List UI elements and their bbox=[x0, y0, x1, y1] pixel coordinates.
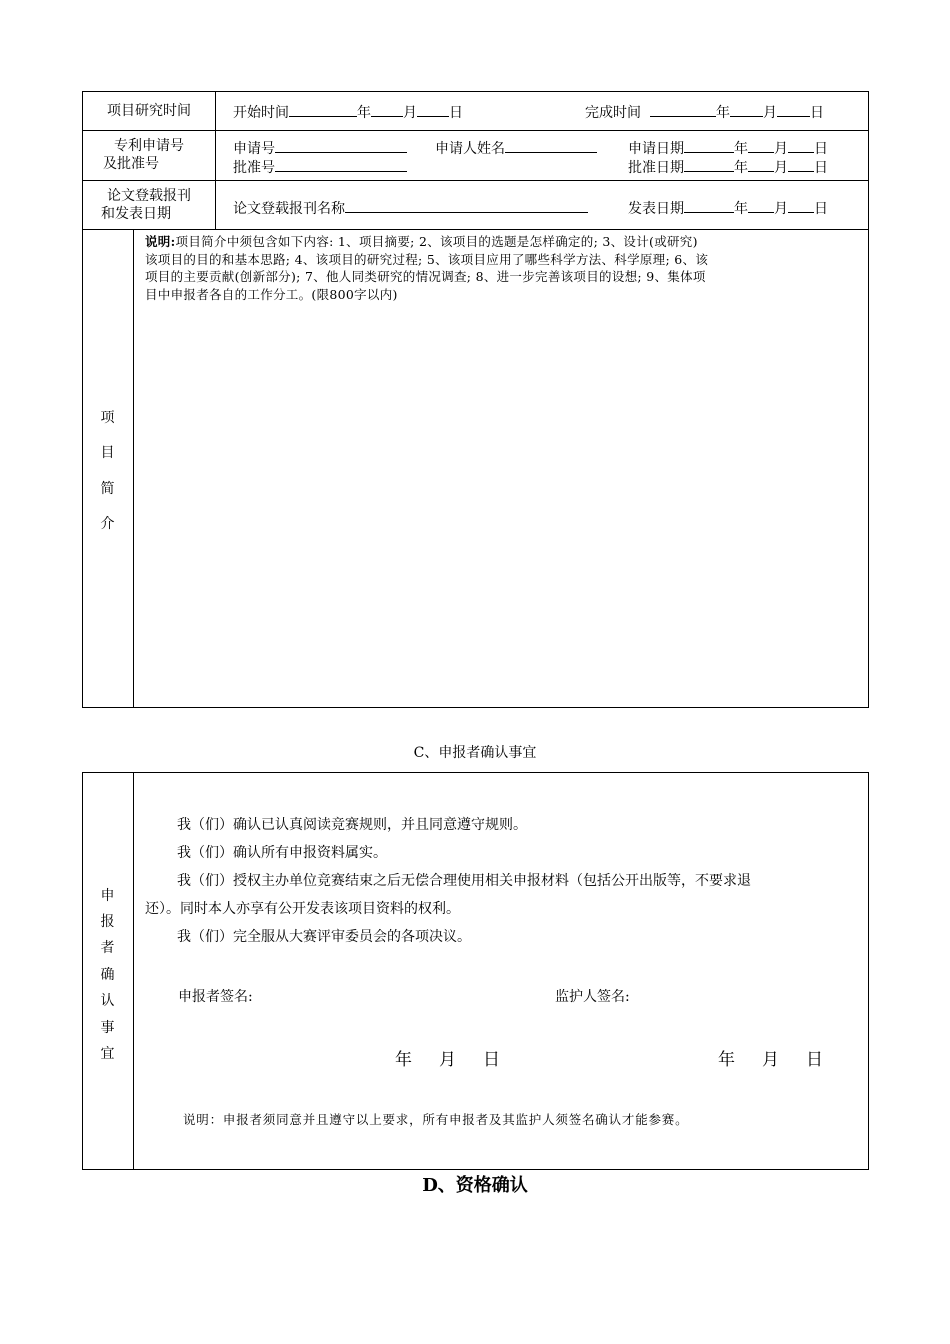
day-label: 日 bbox=[814, 160, 828, 176]
start-day-blank[interactable] bbox=[417, 102, 449, 117]
publish-date-label: 发表日期 bbox=[628, 201, 684, 217]
date-year: 年 bbox=[718, 1050, 735, 1070]
statement-compliance: 我（们）完全服从大赛评审委员会的各项决议。 bbox=[177, 929, 471, 945]
paper-label-line2: 和发表日期 bbox=[101, 206, 171, 222]
application-no-label: 申请号 bbox=[233, 141, 275, 157]
applicant-name-label: 申请人姓名 bbox=[435, 141, 505, 157]
paper-label-line1: 论文登载报刊 bbox=[107, 188, 191, 204]
month-label: 月 bbox=[774, 160, 788, 176]
paper-label bbox=[83, 187, 215, 223]
month-label: 月 bbox=[774, 201, 788, 217]
approval-no-field[interactable] bbox=[233, 157, 407, 177]
guardian-signature-label: 监护人签名: bbox=[555, 989, 630, 1005]
day-label: 日 bbox=[449, 105, 463, 121]
summary-note-line: 项目的主要贡献(创新部分); 7、他人同类研究的情况调查; 8、进一步完善该项目的设想; 9、集体项 bbox=[145, 269, 706, 284]
end-month-blank[interactable] bbox=[730, 102, 763, 117]
approval-year-blank[interactable] bbox=[684, 157, 734, 172]
application-date-field[interactable] bbox=[628, 138, 828, 158]
summary-label-char: 介 bbox=[100, 516, 115, 532]
journal-label: 论文登载报刊名称 bbox=[233, 201, 345, 217]
application-date-label: 申请日期 bbox=[628, 141, 684, 157]
application-year-blank[interactable] bbox=[684, 138, 734, 153]
confirm-label-char: 者 bbox=[100, 940, 115, 956]
summary-text-area[interactable] bbox=[134, 310, 867, 706]
approval-month-blank[interactable] bbox=[748, 157, 774, 172]
confirm-label-char: 申 bbox=[100, 888, 115, 904]
summary-note-line: 目中申报者各自的工作分工。(限800字以内) bbox=[145, 286, 398, 302]
publish-date-field[interactable] bbox=[628, 198, 828, 218]
end-time-label: 完成时间 bbox=[585, 105, 641, 121]
summary-label-char: 目 bbox=[100, 445, 115, 461]
approval-no-label: 批准号 bbox=[233, 160, 275, 176]
applicant-signature-label: 申报者签名: bbox=[178, 989, 253, 1005]
row-divider bbox=[82, 180, 868, 181]
month-label: 月 bbox=[763, 105, 777, 121]
table-col-divider-upper bbox=[215, 91, 216, 229]
day-label: 日 bbox=[814, 141, 828, 157]
applicant-date[interactable] bbox=[395, 1050, 500, 1070]
start-year-blank[interactable] bbox=[289, 102, 357, 117]
summary-note-line: 项目简介中须包含如下内容: 1、项目摘要; 2、该项目的选题是怎样确定的; 3、设计(或研究) bbox=[175, 234, 698, 249]
row-divider bbox=[82, 229, 868, 230]
guardian-date[interactable] bbox=[718, 1050, 823, 1070]
application-month-blank[interactable] bbox=[748, 138, 774, 153]
summary-label-char: 项 bbox=[100, 410, 115, 426]
patent-label-line2: 及批准号 bbox=[103, 156, 159, 172]
summary-note-bold: 说明: bbox=[145, 234, 176, 249]
section-c-title: C、申报者确认事宜 bbox=[413, 745, 537, 761]
confirm-label-char: 确 bbox=[100, 967, 115, 983]
statement-authorization: 我（们）授权主办单位竞赛结束之后无偿合理使用相关申报材料（包括公开出版等，不要求退 bbox=[177, 873, 751, 889]
publish-day-blank[interactable] bbox=[788, 198, 814, 213]
date-year: 年 bbox=[395, 1050, 412, 1070]
end-day-blank[interactable] bbox=[777, 102, 810, 117]
summary-instructions bbox=[145, 233, 861, 303]
confirm-label-char: 报 bbox=[100, 914, 115, 930]
month-label: 月 bbox=[774, 141, 788, 157]
research-time-label: 项目研究时间 bbox=[107, 103, 191, 119]
confirm-label-char: 宜 bbox=[100, 1046, 115, 1062]
statement-authorization-cont: 还）。同时本人亦享有公开发表该项目资料的权利。 bbox=[145, 901, 460, 917]
application-day-blank[interactable] bbox=[788, 138, 814, 153]
journal-blank[interactable] bbox=[345, 198, 588, 213]
approval-date-label: 批准日期 bbox=[628, 160, 684, 176]
confirmation-footnote: 说明：申报者须同意并且遵守以上要求，所有申报者及其监护人须签名确认才能参赛。 bbox=[183, 1112, 689, 1127]
summary-note-line: 该项目的目的和基本思路; 4、该项目的研究过程; 5、该项目应用了哪些科学方法、科学原理; 6、该 bbox=[145, 251, 709, 267]
date-month: 月 bbox=[439, 1050, 456, 1070]
confirmation-statements bbox=[145, 811, 861, 951]
start-month-blank[interactable] bbox=[371, 102, 403, 117]
start-time-label: 开始时间 bbox=[233, 105, 289, 121]
guardian-signature-field[interactable] bbox=[642, 984, 852, 1010]
year-label: 年 bbox=[357, 105, 371, 121]
patent-label-line1: 专利申请号 bbox=[114, 138, 184, 154]
summary-label-char: 简 bbox=[100, 481, 115, 497]
applicant-signature-field[interactable] bbox=[265, 984, 525, 1010]
publish-month-blank[interactable] bbox=[748, 198, 774, 213]
month-label: 月 bbox=[403, 105, 417, 121]
patent-label bbox=[83, 137, 215, 173]
application-no-blank[interactable] bbox=[275, 138, 407, 153]
approval-no-blank[interactable] bbox=[275, 157, 407, 172]
applicant-name-field[interactable] bbox=[435, 138, 597, 158]
publish-year-blank[interactable] bbox=[684, 198, 734, 213]
confirm-label-char: 事 bbox=[100, 1020, 115, 1036]
year-label: 年 bbox=[734, 141, 748, 157]
section-d-title: D、资格确认 bbox=[422, 1175, 528, 1196]
date-day: 日 bbox=[806, 1050, 823, 1070]
day-label: 日 bbox=[814, 201, 828, 217]
table-col-divider bbox=[133, 772, 134, 1170]
applicant-name-blank[interactable] bbox=[505, 138, 597, 153]
statement-accuracy: 我（们）确认所有申报资料属实。 bbox=[177, 845, 387, 861]
date-month: 月 bbox=[762, 1050, 779, 1070]
application-no-field[interactable] bbox=[233, 138, 407, 158]
year-label: 年 bbox=[734, 201, 748, 217]
year-label: 年 bbox=[734, 160, 748, 176]
statement-rules: 我（们）确认已认真阅读竞赛规则，并且同意遵守规则。 bbox=[177, 817, 527, 833]
day-label: 日 bbox=[810, 105, 824, 121]
journal-field[interactable] bbox=[233, 198, 588, 218]
row-divider bbox=[82, 130, 868, 131]
date-day: 日 bbox=[483, 1050, 500, 1070]
start-time-field[interactable] bbox=[233, 102, 463, 122]
end-time-field[interactable] bbox=[585, 102, 824, 122]
year-label: 年 bbox=[716, 105, 730, 121]
confirm-label-char: 认 bbox=[100, 993, 115, 1009]
approval-date-field[interactable] bbox=[628, 157, 828, 177]
end-year-blank[interactable] bbox=[650, 102, 716, 117]
approval-day-blank[interactable] bbox=[788, 157, 814, 172]
